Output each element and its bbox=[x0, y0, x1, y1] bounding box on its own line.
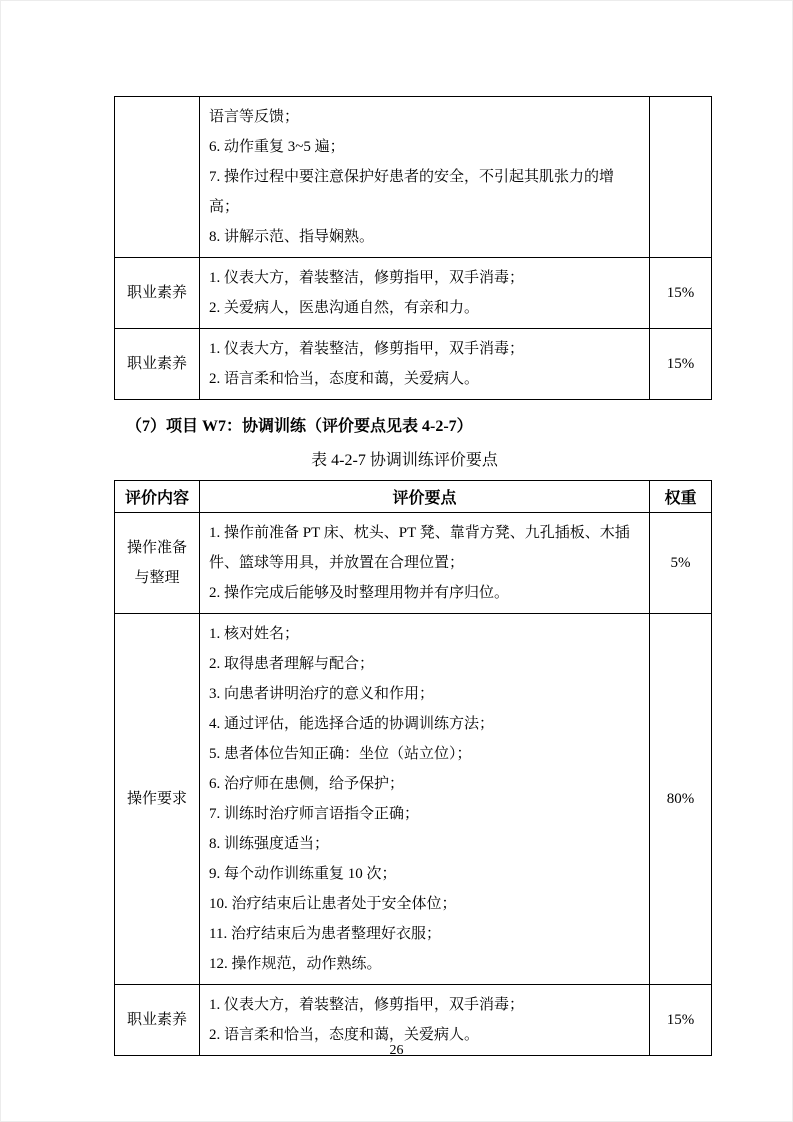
previous-table-continuation bbox=[114, 96, 712, 400]
table-row bbox=[115, 329, 712, 400]
evaluation-table bbox=[114, 480, 712, 1056]
table-row bbox=[115, 614, 712, 985]
table-row bbox=[115, 258, 712, 329]
criteria-category-cell bbox=[115, 97, 200, 258]
page-number: 26 bbox=[389, 1043, 404, 1058]
criteria-points-cell: 1. 核对姓名； 2. 取得患者理解与配合； 3. 向患者讲明治疗的意义和作用； 4. 通过评估，能选择合适的协调训练方法； 5. 患者体位告知正确：坐位（站立位）； 6. 治疗师在患侧，给予保护； 7. 训练时治疗师言语指令正确； 8. 训练强度适当； 9. 每个动作训练重复 10 次； 10. 治疗结束后让患者处于安全体位； 11. 治疗结束后为患者整理好衣服； 12. 操作规范，动作熟练。 bbox=[200, 614, 650, 985]
weight-cell bbox=[650, 97, 712, 258]
criteria-points-cell: 1. 仪表大方，着装整洁，修剪指甲，双手消毒； 2. 关爱病人，医患沟通自然，有亲和力。 bbox=[200, 258, 650, 329]
criteria-category-cell: 职业素养 bbox=[115, 258, 200, 329]
weight-cell: 15% bbox=[650, 258, 712, 329]
criteria-category-cell: 操作准备 与整理 bbox=[115, 513, 200, 614]
criteria-points-cell: 语言等反馈； 6. 动作重复 3~5 遍； 7. 操作过程中要注意保护好患者的安全，不引起其肌张力的增高； 8. 讲解示范、指导娴熟。 bbox=[200, 97, 650, 258]
criteria-category-cell: 职业素养 bbox=[115, 985, 200, 1056]
weight-cell: 5% bbox=[650, 513, 712, 614]
criteria-points-cell: 1. 仪表大方，着装整洁，修剪指甲，双手消毒； 2. 语言柔和恰当，态度和蔼，关爱病人。 bbox=[200, 329, 650, 400]
criteria-points-cell: 1. 操作前准备 PT 床、枕头、PT 凳、靠背方凳、九孔插板、木插件、篮球等用具，并放置在合理位置； 2. 操作完成后能够及时整理用物并有序归位。 bbox=[200, 513, 650, 614]
weight-cell: 15% bbox=[650, 985, 712, 1056]
table-row bbox=[115, 97, 712, 258]
weight-cell: 80% bbox=[650, 614, 712, 985]
header-evaluation-points: 评价要点 bbox=[200, 481, 650, 513]
weight-cell: 15% bbox=[650, 329, 712, 400]
table-header-row bbox=[115, 481, 712, 513]
header-weight: 权重 bbox=[650, 481, 712, 513]
header-evaluation-content: 评价内容 bbox=[115, 481, 200, 513]
criteria-category-cell: 操作要求 bbox=[115, 614, 200, 985]
section-heading: （7）项目 W7：协调训练（评价要点见表 4-2-7） bbox=[126, 418, 473, 435]
table-row bbox=[115, 513, 712, 614]
criteria-points-cell: 1. 仪表大方，着装整洁，修剪指甲，双手消毒； 2. 语言柔和恰当，态度和蔼，关爱病人。 bbox=[200, 985, 650, 1056]
criteria-category-cell: 职业素养 bbox=[115, 329, 200, 400]
table-caption: 表 4-2-7 协调训练评价要点 bbox=[311, 452, 498, 469]
